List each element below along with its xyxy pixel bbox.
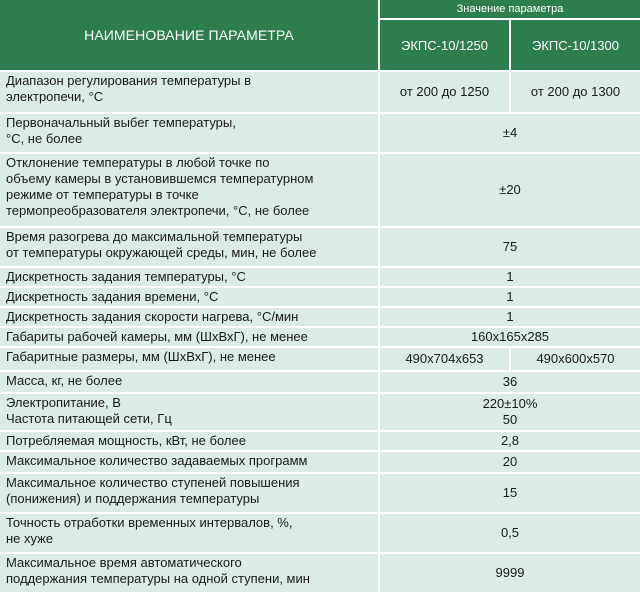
table-row — [0, 452, 640, 472]
table-row — [0, 114, 640, 152]
value-model-1: 490x704x653 — [380, 348, 509, 370]
table-row — [0, 394, 640, 430]
param-name-cell — [0, 372, 378, 392]
param-name-cell — [0, 514, 378, 552]
value-model-2: 490x600x570 — [511, 348, 640, 370]
table-row — [0, 288, 640, 306]
param-name-cell — [0, 154, 378, 226]
param-name-cell — [0, 72, 378, 112]
param-name-cell — [0, 288, 378, 306]
table-row — [0, 268, 640, 286]
header-model-2: ЭКПС-10/1300 — [511, 20, 640, 70]
param-name-line: Дискретность задания температуры, °С — [6, 269, 246, 284]
table-row — [0, 308, 640, 326]
param-name-line: поддержания температуры на одной ступени, мин — [6, 571, 310, 586]
value-shared: ±4 — [380, 114, 640, 152]
param-name-line: объему камеры в установившемся температурном — [6, 171, 314, 186]
param-name-line: Отклонение температуры в любой точке по — [6, 155, 270, 170]
table-row — [0, 348, 640, 370]
param-name-cell — [0, 432, 378, 450]
value-shared: 1 — [380, 268, 640, 286]
header-param-value: Значение параметра — [380, 0, 640, 18]
param-name-line: Максимальное количество ступеней повышения — [6, 475, 300, 490]
table-row — [0, 228, 640, 266]
value-shared: 1 — [380, 308, 640, 326]
param-name-cell — [0, 348, 378, 370]
param-name-line: Электропитание, В — [6, 395, 121, 410]
param-name-line: Время разогрева до максимальной температуры — [6, 229, 303, 244]
value-shared: 0,5 — [380, 514, 640, 552]
value-shared: 160x165x285 — [380, 328, 640, 346]
param-name-line: Частота питающей сети, Гц — [6, 411, 172, 426]
value-line: 50 — [502, 412, 518, 427]
value-shared: 9999 — [380, 554, 640, 592]
value-model-2: от 200 до 1300 — [511, 72, 640, 112]
value-model-1: от 200 до 1250 — [380, 72, 509, 112]
value-shared: 2,8 — [380, 432, 640, 450]
param-name-line: Дискретность задания скорости нагрева, °С/мин — [6, 309, 299, 324]
table-row — [0, 72, 640, 112]
value-shared: 15 — [380, 474, 640, 512]
param-name-line: °С, не более — [6, 131, 83, 146]
value-line: 220±10% — [482, 396, 538, 411]
param-name-line: режиме от температуры в точке — [6, 187, 199, 202]
param-name-cell — [0, 308, 378, 326]
param-name-line: Габариты рабочей камеры, мм (ШхВхГ), не менее — [6, 329, 308, 344]
value-shared: 75 — [380, 228, 640, 266]
value-shared: 36 — [380, 372, 640, 392]
table-row — [0, 154, 640, 226]
param-name-line: Точность отработки временных интервалов, %, — [6, 515, 293, 530]
param-name-line: Дискретность задания времени, °С — [6, 289, 219, 304]
param-name-cell — [0, 452, 378, 472]
value-shared: ±20 — [380, 154, 640, 226]
param-name-line: термопреобразователя электропечи, °С, не более — [6, 203, 310, 218]
param-name-line: Потребляемая мощность, кВт, не более — [6, 433, 246, 448]
param-name-line: Габаритные размеры, мм (ШхВхГ), не менее — [6, 349, 276, 364]
param-name-line: Максимальное количество задаваемых программ — [6, 453, 308, 468]
value-shared: 20 — [380, 452, 640, 472]
header-model-1: ЭКПС-10/1250 — [380, 20, 509, 70]
param-name-line: не хуже — [6, 531, 54, 546]
param-name-cell — [0, 228, 378, 266]
table-row — [0, 514, 640, 552]
table-row — [0, 328, 640, 346]
param-name-line: от температуры окружающей среды, мин, не более — [6, 245, 317, 260]
param-name-line: Масса, кг, не более — [6, 373, 123, 388]
param-name-cell — [0, 554, 378, 592]
param-name-cell — [0, 474, 378, 512]
param-name-cell — [0, 328, 378, 346]
header-param-name: НАИМЕНОВАНИЕ ПАРАМЕТРА — [0, 0, 378, 70]
value-shared: 1 — [380, 288, 640, 306]
param-name-line: (понижения) и поддержания температуры — [6, 491, 260, 506]
param-name-cell — [0, 394, 378, 430]
param-name-line: Максимальное время автоматического — [6, 555, 242, 570]
param-name-cell — [0, 114, 378, 152]
param-name-line: электропечи, °С — [6, 89, 104, 104]
table-row — [0, 372, 640, 392]
value-shared — [380, 394, 640, 430]
param-name-line: Первоначальный выбег температуры, — [6, 115, 236, 130]
param-name-line: Диапазон регулирования температуры в — [6, 73, 252, 88]
table-row — [0, 432, 640, 450]
param-name-cell — [0, 268, 378, 286]
table-row — [0, 474, 640, 512]
table-body — [0, 72, 640, 594]
table-row — [0, 554, 640, 592]
